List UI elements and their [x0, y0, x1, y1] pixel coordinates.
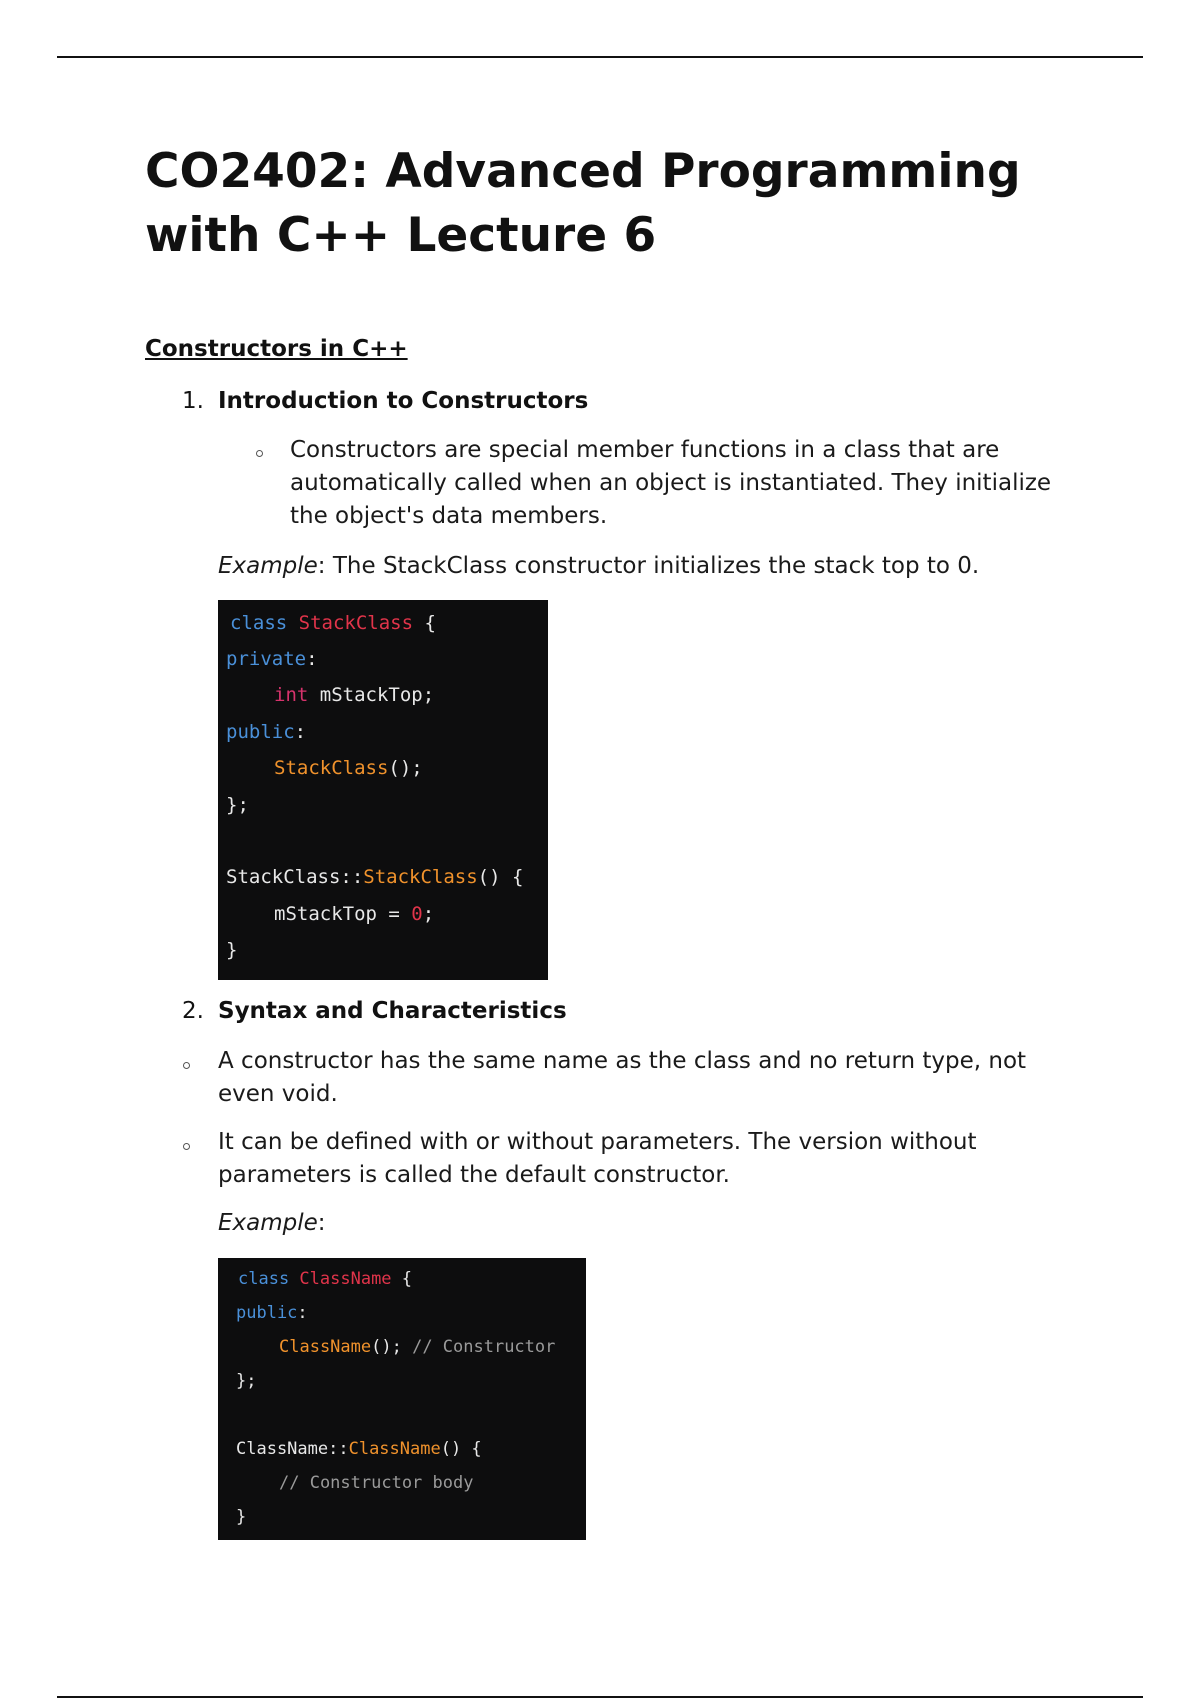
example-text: : The StackClass constructor initializes the stack top to 0. [317, 553, 980, 579]
hollow-bullet-icon [183, 1062, 190, 1069]
bottom-rule [57, 1696, 1143, 1698]
code-line: } [226, 939, 238, 961]
code-block-classname [218, 1258, 586, 1540]
item-2-number: 2. [182, 998, 204, 1024]
code-line: ClassName::ClassName() { [236, 1439, 482, 1459]
item-1-example [218, 553, 979, 579]
hollow-bullet-icon [183, 1143, 190, 1150]
code-line: // Constructor body [279, 1473, 474, 1493]
top-rule [57, 56, 1143, 58]
code-line: StackClass(); [274, 757, 423, 779]
hollow-bullet-icon [256, 450, 263, 457]
code-line: mStackTop = 0; [274, 903, 435, 925]
code-line: private: [226, 648, 318, 670]
code-line: } [236, 1507, 247, 1527]
code-line: }; [236, 1371, 257, 1391]
item-1-bullet-text: Constructors are special member functions in a class that are automatically called when an object is instantiated. They initialize the object's data members. [290, 437, 1052, 529]
code-line: public: [236, 1303, 308, 1323]
code-line: class StackClass { [230, 612, 436, 634]
item-1-number: 1. [182, 388, 204, 414]
item-2-bullet-1: A constructor has the same name as the class and no return type, not even void. [218, 1048, 1027, 1107]
item-2-example [218, 1210, 326, 1236]
code-block-stackclass [218, 600, 548, 980]
page-title: CO2402: Advanced Programming with C++ Lecture 6 [145, 144, 1021, 263]
code-line: class ClassName { [238, 1269, 413, 1289]
code-line: }; [226, 794, 249, 816]
item-2-heading: Syntax and Characteristics [218, 998, 567, 1024]
example-label: Example [218, 1210, 318, 1236]
item-1-heading: Introduction to Constructors [218, 388, 589, 414]
code-line: int mStackTop; [274, 684, 435, 706]
code-line: ClassName(); // Constructor [279, 1337, 556, 1357]
code-line: StackClass::StackClass() { [226, 866, 524, 888]
code-line: public: [226, 721, 307, 743]
section-heading: Constructors in C++ [145, 336, 408, 362]
example-suffix: : [317, 1210, 326, 1236]
item-2-bullet-2: It can be defined with or without parameters. The version without parameters is called the default constructor. [218, 1129, 977, 1188]
example-label: Example [218, 553, 318, 579]
